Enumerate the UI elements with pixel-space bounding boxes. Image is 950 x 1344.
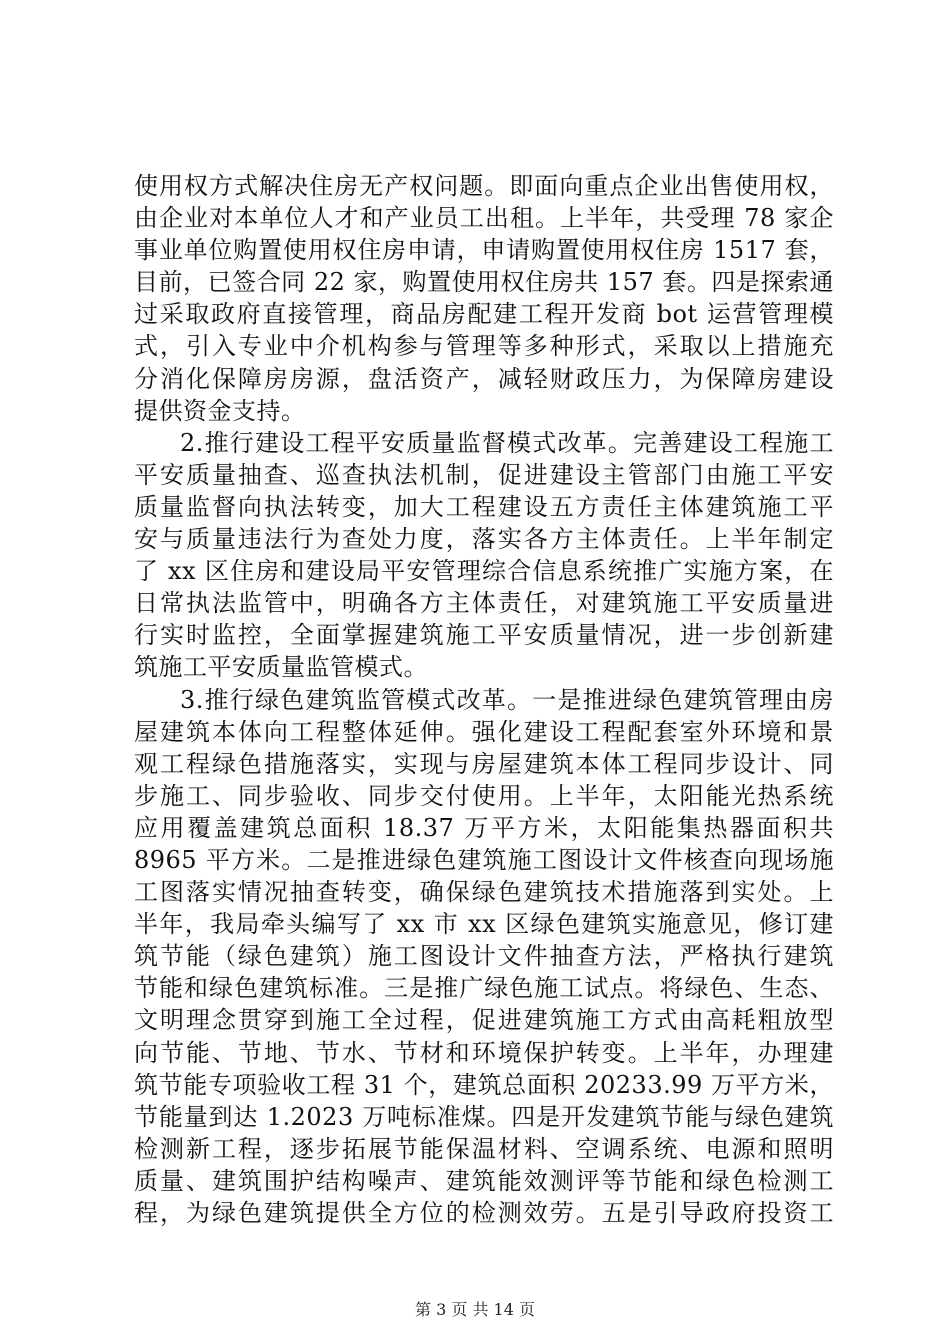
text-line: 节能量到达 1.2023 万吨标准煤。四是开发建筑节能与绿色建筑 (134, 1102, 834, 1131)
text-line: 式，引入专业中介机构参与管理等多种形式，采取以上措施充 (134, 332, 834, 361)
text-line: 日常执法监管中，明确各方主体责任，对建筑施工平安质量进 (134, 589, 834, 618)
text-line: 目前，已签合同 22 家，购置使用权住房共 157 套。四是探索通 (134, 268, 834, 297)
text-line: 行实时监控，全面掌握建筑施工平安质量情况，进一步创新建 (134, 621, 834, 650)
text-line: 检测新工程，逐步拓展节能保温材料、空调系统、电源和照明 (134, 1134, 834, 1163)
text-line: 分消化保障房房源，盘活资产，减轻财政压力，为保障房建设 (134, 364, 834, 393)
text-line: 过采取政府直接管理，商品房配建工程开发商 bot 运营管理模 (134, 300, 834, 329)
text-line: 工图落实情况抽查转变，确保绿色建筑技术措施落到实处。上 (134, 878, 834, 907)
text-line: 8965 平方米。二是推进绿色建筑施工图设计文件核查向现场施 (134, 845, 834, 874)
text-line: 半年，我局牵头编写了 xx 市 xx 区绿色建筑实施意见，修订建 (134, 910, 834, 939)
text-line: 安与质量违法行为查处力度，落实各方主体责任。上半年制定 (134, 525, 834, 554)
text-line: 平安质量抽查、巡查执法机制，促进建设主管部门由施工平安 (134, 460, 834, 489)
text-line: 节能和绿色建筑标准。三是推广绿色施工试点。将绿色、生态、 (134, 974, 834, 1003)
text-line: 事业单位购置使用权住房申请，申请购置使用权住房 1517 套， (134, 236, 834, 265)
page-footer: 第 3 页 共 14 页 (415, 1300, 535, 1319)
text-line: 筑节能（绿色建筑）施工图设计文件抽查方法，严格执行建筑 (134, 942, 834, 971)
body-text (134, 170, 834, 1229)
text-line: 步施工、同步验收、同步交付使用。上半年，太阳能光热系统 (134, 781, 834, 810)
text-line: 质量监督向执法转变，加大工程建设五方责任主体建筑施工平 (134, 492, 834, 521)
text-line: 3.推行绿色建筑监管模式改革。一是推进绿色建筑管理由房 (180, 685, 834, 714)
text-line: 质量、建筑围护结构噪声、建筑能效测评等节能和绿色检测工 (134, 1166, 834, 1195)
text-line: 2.推行建设工程平安质量监督模式改革。完善建设工程施工 (180, 428, 834, 457)
text-line: 程，为绿色建筑提供全方位的检测效劳。五是引导政府投资工 (134, 1199, 834, 1227)
text-line: 提供资金支持。 (134, 396, 306, 425)
text-line: 了 xx 区住房和建设局平安管理综合信息系统推广实施方案，在 (134, 557, 834, 586)
text-line: 屋建筑本体向工程整体延伸。强化建设工程配套室外环境和景 (134, 717, 834, 746)
text-line: 向节能、节地、节水、节材和环境保护转变。上半年，办理建 (134, 1038, 834, 1067)
text-line: 观工程绿色措施落实，实现与房屋建筑本体工程同步设计、同 (134, 749, 834, 778)
text-line: 筑节能专项验收工程 31 个，建筑总面积 20233.99 万平方米， (134, 1070, 834, 1099)
text-line: 筑施工平安质量监管模式。 (134, 653, 428, 682)
text-line: 由企业对本单位人才和产业员工出租。上半年，共受理 78 家企 (134, 204, 834, 233)
text-line: 文明理念贯穿到施工全过程，促进建筑施工方式由高耗粗放型 (134, 1006, 834, 1035)
text-line: 使用权方式解决住房无产权问题。即面向重点企业出售使用权， (134, 172, 834, 200)
text-line: 应用覆盖建筑总面积 18.37 万平方米，太阳能集热器面积共 (134, 813, 834, 842)
